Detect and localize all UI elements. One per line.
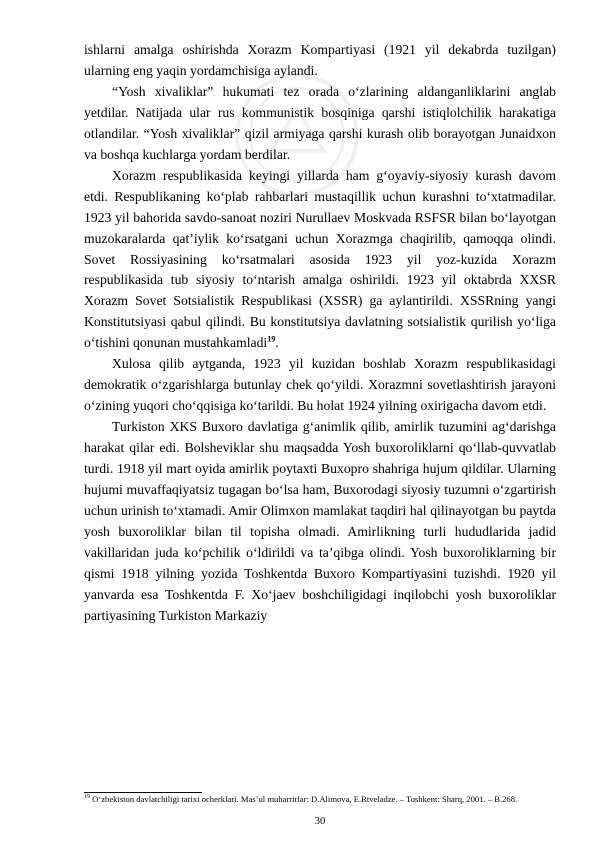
footnote-number: 19 xyxy=(84,794,90,801)
paragraph: Turkiston XKS Buxoro davlatiga g‘animlik qilib, amirlik tuzumini ag‘darishga harakat qilar edi. Bolsheviklar shu maqsadda Yosh buxoroliklarni qo‘llab-quvvatlab turdi. 1918 yil mart oyida amirlik poytaxti Buxopro shahriga hujum qildilar. Ularning hujumi muvaffaqiyatsiz tugagan bo‘lsa ham, Buxorodagi siyosiy tuzumni o‘zgartirish uchun urinish to‘xtamadi. Amir Olimxon mamlakat taqdiri hal qilinayotgan bu paytda yosh buxoroliklar bilan til topisha olmadi. Amirlikning turli hududlarida jadid vakillaridan juda ko‘pchilik o‘ldirildi va ta’qibga olindi. Yosh buxoroliklarning bir qismi 1918 yilning yozida Toshkentda Buxoro Kompartiyasini tuzishdi. 1920 yil yanvarda esa Toshkentda F. Xo‘jaev boshchiligidagi inqilobchi yosh buxoroliklar partiyasining Turkiston Markaziy xyxy=(84,419,556,623)
paragraph-tail: . xyxy=(275,335,279,351)
paragraph: “Yosh xivaliklar” hukumati tez orada o‘zlarining aldanganliklarini anglab yetdilar. Natijada ular rus kommunistik bosqiniga qarshi istiqlolchilik harakatiga otlandilar. “Yosh xivaliklar” qizil armiyaga qarshi kurash olib borayotgan Junaidxon va boshqa kuchlarga yordam berdilar. xyxy=(84,83,556,162)
footnote-reference[interactable]: 19 xyxy=(267,334,276,344)
paragraph-text: Xorazm respublikasida keyingi yillarda ham g‘oyaviy-siyosiy kurash davom etdi. Respublikaning ko‘plab rahbarlari mustaqillik uchun kurashni to‘xtatmadilar. 1923 yil bahorida savdo-sanoat noziri Nurullaev Moskvada RSFSR bilan bo‘layotgan muzokaralarda qat’iylik ko‘rsatgani uchun Xorazmga chaqirilib, qamoqqa olindi. Sovet Rossiyasining ko‘rsatmalari asosida 1923 yil yoz-kuzida Xorazm respublikasida tub siyosiy to‘ntarish amalga oshirildi. 1923 yil oktabrda XXSR Xorazm Sovet Sotsialistik Respublikasi (XSSR) ga aylantirildi. XSSRning yangi Konstitutsiyasi qabul qilindi. Bu konstitutsiya davlatning sotsialistik qurilish yo‘liga o‘tishini qonunan mustahkamladi xyxy=(84,167,556,351)
footnote-text: O‘zbekiston davlatchiligi tarixi ocherklari. Mas’ul muharrirlar: D.Alimova, E.Rtveladze. – Toshkent: Sharq, 2001. – B.268. xyxy=(90,794,518,804)
footnote-divider xyxy=(84,792,202,793)
paragraph: Xulosa qilib aytganda, 1923 yil kuzidan boshlab Xorazm respublikasidagi demokratik o‘zgarishlarga butunlay chek qo‘yildi. Xorazmni sovetlashtirish jarayoni o‘zining yuqori cho‘qqisiga ko‘tarildi. Bu holat 1924 yilning oxirigacha davom etdi. xyxy=(84,356,556,414)
paragraph: ishlarni amalga oshirishda Xorazm Kompartiyasi (1921 yil dekabrda tuzilgan) ularning eng yaqin yordamchisiga aylandi. xyxy=(84,42,556,78)
page-number: 30 xyxy=(314,816,326,827)
paragraph xyxy=(84,166,556,355)
document-body xyxy=(84,40,556,627)
footnote xyxy=(84,794,556,805)
